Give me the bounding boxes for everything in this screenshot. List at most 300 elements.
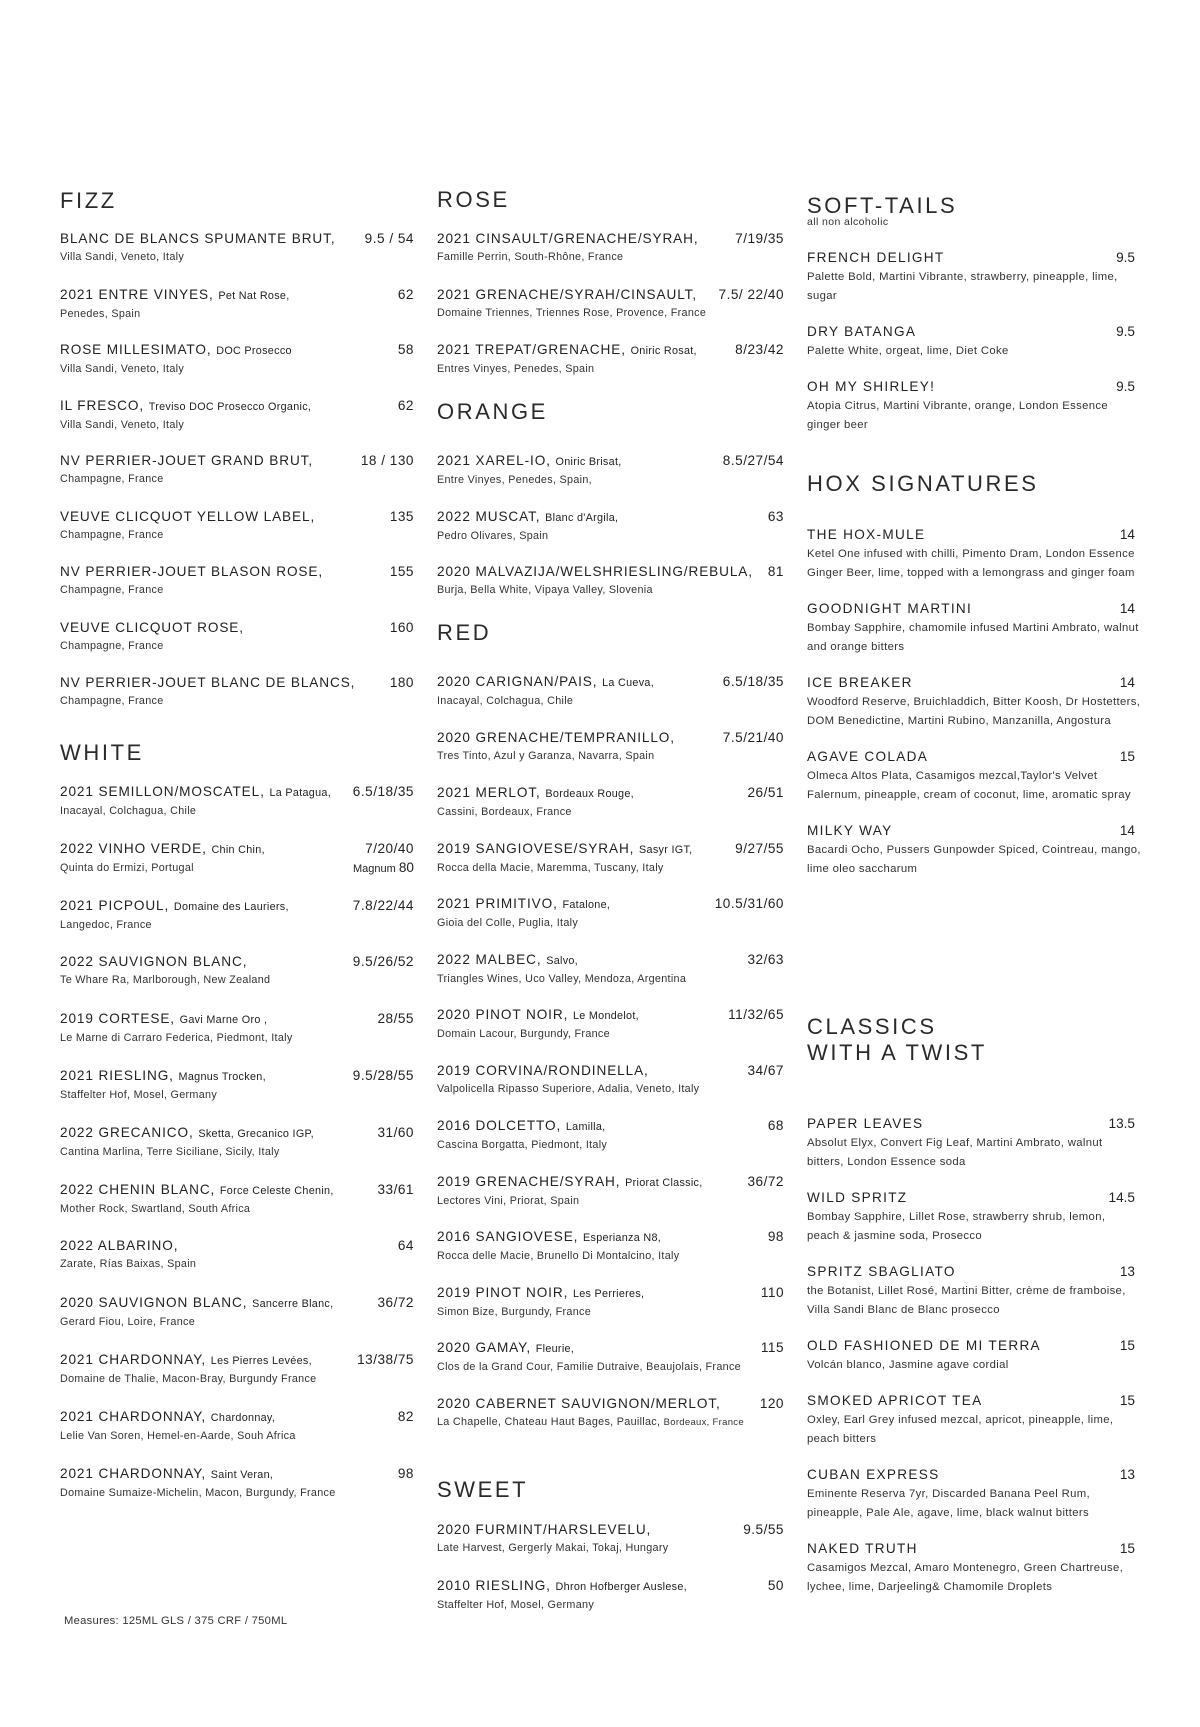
wine-item: [60, 508, 414, 564]
cocktail-item: [807, 1539, 1147, 1597]
wine-origin: [437, 1303, 784, 1322]
wine-name: 2021 RIESLING,: [60, 1067, 174, 1083]
wine-name-line: [437, 230, 784, 248]
wine-name-line: [60, 286, 414, 305]
cocktail-price: 9.5: [1116, 324, 1135, 339]
wine-origin-text: Triangles Wines, Uco Valley, Mendoza, Argentina: [437, 972, 687, 985]
cocktail-description: Casamigos Mezcal, Amaro Montenegro, Green Chartreuse, lychee, lime, Darjeeling& Chamomile Droplets: [807, 1562, 1124, 1593]
wine-item: [437, 951, 784, 1007]
wine-name-line: [60, 1237, 414, 1255]
wine-origin: [437, 360, 784, 379]
wine-price: 9.5/55: [743, 1522, 784, 1537]
wine-price: 63: [767, 508, 784, 524]
wine-name-line: [437, 1117, 784, 1136]
wine-name: 2021 ENTRE VINYES,: [60, 286, 214, 302]
wine-price: 7.8/22/44: [352, 897, 414, 913]
wine-price: 62: [397, 397, 414, 413]
wine-name: NV PERRIER-JOUET BLASON ROSE,: [60, 564, 324, 579]
wine-item: [437, 1395, 784, 1451]
wine-name: 2020 CABERNET SAUVIGNON/MERLOT,: [437, 1395, 721, 1411]
section-red: [437, 620, 784, 1428]
cocktail-price: 9.5: [1116, 379, 1135, 394]
wine-name: 2022 MUSCAT,: [437, 508, 541, 524]
wine-origin-text: Tres Tinto, Azul y Garanza, Navarra, Spain: [437, 749, 655, 762]
wine-item: [60, 452, 414, 508]
measures-note: Measures: 125ML GLS / 375 CRF / 750ML: [64, 1615, 288, 1627]
wine-item: [60, 1465, 414, 1522]
wine-detail: Chardonnay,: [210, 1411, 276, 1424]
wine-price: 120: [759, 1395, 784, 1411]
wine-item: [437, 1521, 784, 1577]
section-title: ORANGE: [437, 399, 548, 424]
wine-price: 62: [397, 286, 414, 302]
wine-detail: Bordeaux Rouge,: [545, 788, 634, 800]
wine-origin: [60, 637, 414, 656]
cocktail-description: Palette Bold, Martini Vibrante, strawberry, pineapple, lime, sugar: [807, 271, 1118, 302]
wine-origin-text: Cascina Borgatta, Piedmont, Italy: [437, 1139, 608, 1151]
wine-origin-text: Domaine Triennes, Triennes Rose, Provence, France: [437, 306, 707, 319]
wine-item: [60, 783, 414, 840]
wine-price: 110: [760, 1284, 784, 1300]
magnum-value: 80: [398, 859, 414, 875]
cocktail-description: Atopia Citrus, Martini Vibrante, orange, London Essence ginger beer: [807, 400, 1108, 431]
wine-item: [437, 784, 784, 840]
wine-name: 2021 TREPAT/GRENACHE,: [437, 342, 626, 357]
wine-item: [60, 1237, 414, 1294]
wine-price: 28/55: [377, 1011, 414, 1027]
cocktail-item: [807, 1391, 1147, 1449]
wine-name: 2020 SAUVIGNON BLANC,: [60, 1295, 248, 1311]
wine-name: 2021 XAREL-IO,: [437, 453, 551, 468]
wine-item: [437, 840, 784, 896]
wine-origin-text: Inacayal, Colchagua, Chile: [60, 805, 197, 817]
wine-item: [437, 1117, 784, 1173]
wine-name-line: [60, 341, 414, 360]
wine-name-line: [437, 508, 784, 527]
wine-name-line: [437, 563, 784, 581]
section-hox-signatures: [807, 471, 1147, 875]
section-rose: [437, 187, 784, 375]
wine-name: 2021 PICPOUL,: [60, 897, 170, 913]
wine-name-line: [437, 784, 784, 803]
cocktail-item: [807, 525, 1147, 583]
wine-price: 82: [397, 1408, 414, 1424]
wine-origin-text: Inacayal, Colchagua, Chile: [437, 695, 574, 707]
wine-origin-text: La Chapelle, Chateau Haut Bages, Pauillac,: [437, 1415, 661, 1428]
wine-name: 2020 GRENACHE/TEMPRANILLO,: [437, 729, 675, 745]
wine-detail: Les Perrieres,: [572, 1287, 645, 1300]
wine-name: 2016 DOLCETTO,: [437, 1118, 562, 1133]
wine-item: [437, 286, 784, 342]
wine-item: [437, 1284, 784, 1340]
wine-price: 7/20/40: [365, 840, 414, 856]
wine-price: 9.5/28/55: [352, 1067, 414, 1083]
cocktail-price: 14: [1119, 823, 1135, 838]
wine-price: 6.5/18/35: [722, 674, 784, 689]
wine-origin: [437, 581, 784, 600]
wine-detail: Sancerre Blanc,: [252, 1298, 334, 1311]
wine-origin-text: Lectores Vini, Priorat, Spain: [437, 1194, 580, 1207]
wine-origin: [60, 1484, 414, 1503]
wine-origin: [60, 916, 414, 935]
cocktail-description: Ketel One infused with chilli, Pimento Dram, London Essence Ginger Beer, lime, topped with a lemongrass and ginger foam: [807, 548, 1135, 579]
cocktail-item: [807, 747, 1147, 805]
wine-item: [437, 230, 784, 286]
wine-origin-text: Domaine de Thalie, Macon-Bray, Burgundy France: [60, 1372, 317, 1385]
wine-item: [60, 1067, 414, 1124]
wine-price: 9.5/26/52: [352, 954, 414, 970]
wine-origin: [60, 1029, 414, 1048]
wine-origin-text: Staffelter Hof, Mosel, Germany: [60, 1088, 218, 1101]
wine-origin: [60, 1200, 414, 1219]
wine-origin-text: Cassini, Bordeaux, France: [437, 806, 572, 818]
wine-name: NV PERRIER-JOUET BLANC DE BLANCS,: [60, 675, 356, 690]
wine-detail: Sketta, Grecanico IGP,: [198, 1127, 314, 1140]
wine-name-line: [60, 1465, 414, 1484]
wine-name-line: [437, 1521, 784, 1539]
wine-item: [437, 508, 784, 564]
wine-price: 58: [397, 342, 414, 357]
section-title: SOFT-TAILS: [807, 193, 958, 218]
wine-origin: [437, 1247, 784, 1266]
wine-item: [60, 1124, 414, 1181]
wine-origin: [60, 1313, 414, 1332]
wine-name: 2021 CINSAULT/GRENACHE/SYRAH,: [437, 231, 699, 246]
wine-item: [60, 1294, 414, 1351]
section-subtitle: all non alcoholic: [807, 216, 889, 228]
wine-detail: DOC Prosecco: [216, 345, 292, 357]
cocktail-name: FRENCH DELIGHT: [807, 250, 945, 265]
wine-origin-text: Gioia del Colle, Puglia, Italy: [437, 917, 579, 929]
wine-origin-text: Famille Perrin, South-Rhône, France: [437, 251, 624, 263]
wine-name: NV PERRIER-JOUET GRAND BRUT,: [60, 453, 314, 468]
wine-item: [437, 1173, 784, 1229]
wine-origin-text: Rocca delle Macie, Brunello Di Montalcino, Italy: [437, 1250, 680, 1262]
wine-name: 2020 CARIGNAN/PAIS,: [437, 674, 598, 689]
wine-detail: Domaine des Lauriers,: [173, 900, 289, 913]
wine-price: 81: [767, 564, 784, 579]
wine-item: [437, 729, 784, 785]
wine-name: 2022 ALBARINO,: [60, 1238, 179, 1254]
wine-price: 8.5/27/54: [722, 453, 784, 468]
wine-origin: [60, 692, 414, 711]
wine-price: 64: [397, 1238, 414, 1254]
wine-price: 160: [389, 619, 414, 635]
wine-price: 180: [389, 675, 414, 690]
wine-name: 2016 SANGIOVESE,: [437, 1229, 579, 1244]
magnum-label: Magnum: [353, 862, 396, 875]
wine-origin: [437, 914, 784, 933]
wine-name: 2022 SAUVIGNON BLANC,: [60, 954, 248, 970]
wine-name-line: [437, 951, 784, 970]
cocktail-item: [807, 673, 1147, 731]
section-title: CLASSICS WITH A TWIST: [807, 1014, 987, 1065]
cocktail-item: [807, 1336, 1147, 1375]
wine-origin: [437, 747, 784, 766]
wine-origin-text: Cantina Marlina, Terre Siciliane, Sicily, Italy: [60, 1145, 280, 1158]
wine-origin: [60, 971, 414, 990]
wine-detail: Salvo,: [546, 954, 578, 967]
wine-origin-text: Lelie Van Soren, Hemel-en-Aarde, Souh Africa: [60, 1429, 296, 1442]
wine-detail: Fleurie,: [535, 1343, 575, 1355]
wine-price: 26/51: [747, 785, 784, 800]
wine-name: IL FRESCO,: [60, 397, 145, 413]
wine-origin: [60, 1370, 414, 1389]
cocktail-price: 15: [1119, 1338, 1135, 1353]
cocktail-name: GOODNIGHT MARTINI: [807, 601, 973, 616]
wine-origin-text: Gerard Fiou, Loire, France: [60, 1316, 196, 1329]
wine-price: 98: [767, 1229, 784, 1244]
cocktail-name: ICE BREAKER: [807, 675, 913, 690]
wine-name-line: [60, 674, 414, 692]
wine-name: 2019 CORTESE,: [60, 1011, 175, 1027]
section-title: WHITE: [60, 740, 144, 765]
cocktail-item: [807, 1262, 1147, 1320]
wine-name: VEUVE CLICQUOT ROSE,: [60, 619, 244, 635]
section-title: HOX SIGNATURES: [807, 471, 1039, 496]
wine-detail: Chin Chin,: [211, 843, 265, 856]
cocktail-description: Oxley, Earl Grey infused mezcal, apricot, pineapple, lime, peach bitters: [807, 1414, 1114, 1445]
wine-origin-text: Champagne, France: [60, 473, 164, 485]
cocktail-price: 14: [1119, 601, 1135, 616]
cocktail-item: [807, 377, 1147, 435]
wine-origin: [437, 692, 784, 711]
wine-item: [60, 840, 414, 897]
wine-price: 11/32/65: [728, 1007, 784, 1022]
section-sweet: [437, 1477, 784, 1611]
wine-origin: [60, 248, 414, 267]
wine-origin-text: Te Whare Ra, Marlborough, New Zealand: [60, 974, 271, 987]
wine-item: [437, 673, 784, 729]
wine-item: [437, 1228, 784, 1284]
wine-price: 10.5/31/60: [714, 896, 784, 911]
wine-name: 2019 PINOT NOIR,: [437, 1284, 569, 1300]
wine-item: [437, 1006, 784, 1062]
wine-origin: [437, 803, 784, 822]
wine-name-line: [60, 1181, 414, 1200]
wine-name-line: [437, 1577, 784, 1596]
cocktail-description: Woodford Reserve, Bruichladdich, Bitter Koosh, Dr Hostetters, DOM Benedictine, Martini Rubino, Manzanilla, Angostura: [807, 696, 1141, 727]
wine-name: BLANC DE BLANCS SPUMANTE BRUT,: [60, 231, 336, 246]
cocktail-item: [807, 248, 1147, 306]
wine-name: 2021 PRIMITIVO,: [437, 896, 558, 911]
wine-price: 115: [760, 1340, 784, 1355]
wine-name-line: [60, 840, 414, 859]
cocktail-price: 14.5: [1108, 1190, 1135, 1205]
wine-name: 2021 CHARDONNAY,: [60, 1465, 207, 1481]
wine-price: 36/72: [747, 1173, 784, 1189]
cocktail-price: 15: [1119, 749, 1135, 764]
wine-name: 2020 GAMAY,: [437, 1340, 532, 1355]
section-title: ROSE: [437, 187, 510, 212]
wine-price: 31/60: [377, 1124, 414, 1140]
cocktail-name: WILD SPRITZ: [807, 1190, 908, 1205]
wine-origin-text: Villa Sandi, Veneto, Italy: [60, 363, 185, 375]
wine-name: 2022 CHENIN BLANC,: [60, 1181, 216, 1197]
wine-origin: [437, 1136, 784, 1155]
cocktail-name: SPRITZ SBAGLIATO: [807, 1264, 956, 1279]
wine-price: 135: [389, 508, 414, 524]
wine-item: [60, 1351, 414, 1408]
wine-name: 2019 GRENACHE/SYRAH,: [437, 1173, 621, 1189]
cocktail-price: 14: [1119, 675, 1135, 690]
wine-detail: La Patagua,: [269, 787, 332, 799]
section-classics: [807, 1014, 1147, 1593]
wine-price: 6.5/18/35: [352, 784, 414, 799]
wine-name-line: [60, 1408, 414, 1427]
wine-item: [60, 953, 414, 1010]
wine-detail: Treviso DOC Prosecco Organic,: [148, 400, 312, 413]
cocktail-description: Absolut Elyx, Convert Fig Leaf, Martini Ambrato, walnut bitters, London Essence soda: [807, 1137, 1103, 1168]
cocktail-name: THE HOX-MULE: [807, 527, 926, 542]
wine-name: 2010 RIESLING,: [437, 1577, 551, 1593]
wine-origin: [437, 970, 784, 989]
wine-price: 9.5 / 54: [364, 231, 414, 246]
wine-origin-text: Entre Vinyes, Penedes, Spain,: [437, 474, 592, 486]
wine-name: 2022 MALBEC,: [437, 951, 542, 967]
wine-origin-text: Rocca della Macie, Maremma, Tuscany, Italy: [437, 861, 664, 874]
wine-name: 2021 MERLOT,: [437, 785, 541, 800]
wine-origin: [60, 1255, 414, 1274]
wine-detail: Force Celeste Chenin,: [219, 1184, 334, 1197]
wine-name: 2020 PINOT NOIR,: [437, 1007, 569, 1022]
wine-detail: Les Pierres Levées,: [210, 1354, 312, 1367]
cocktail-name: AGAVE COLADA: [807, 749, 929, 764]
cocktail-item: [807, 322, 1147, 361]
wine-origin-small: Bordeaux, France: [663, 1416, 744, 1428]
cocktail-description: Volcán blanco, Jasmine agave cordial: [807, 1359, 1009, 1371]
wine-name: 2019 SANGIOVESE/SYRAH,: [437, 840, 635, 856]
wine-price: 7/19/35: [735, 231, 784, 246]
wine-name-line: [60, 1294, 414, 1313]
wine-price: 50: [767, 1577, 784, 1593]
wine-name-line: [437, 341, 784, 360]
wine-price: 33/61: [377, 1181, 414, 1197]
wine-name: 2020 MALVAZIJA/WELSHRIESLING/REBULA,: [437, 564, 753, 579]
wine-origin: [437, 1539, 784, 1558]
cocktail-description: Bacardi Ocho, Pussers Gunpowder Spiced, Cointreau, mango, lime oleo saccharum: [807, 844, 1141, 875]
wine-item: [437, 895, 784, 951]
wine-origin-text: Langedoc, France: [60, 918, 152, 931]
wine-price: 7.5/21/40: [722, 729, 784, 745]
wine-origin-text: Le Marne di Carraro Federica, Piedmont, Italy: [60, 1032, 293, 1045]
wine-origin: [60, 1427, 414, 1446]
wine-origin-text: Mother Rock, Swartland, South Africa: [60, 1202, 251, 1215]
wine-origin-text: Domain Lacour, Burgundy, France: [437, 1028, 610, 1040]
wine-detail: Le Mondelot,: [572, 1010, 639, 1022]
wine-item: [60, 563, 414, 619]
section-fizz: [60, 188, 414, 707]
section-title: SWEET: [437, 1477, 529, 1502]
wine-detail: Magnus Trocken,: [178, 1070, 266, 1083]
cocktail-name: NAKED TRUTH: [807, 1541, 918, 1556]
wine-origin-text: Simon Bize, Burgundy, France: [437, 1305, 592, 1318]
cocktail-description: Palette White, orgeat, lime, Diet Coke: [807, 345, 1009, 357]
cocktail-item: [807, 599, 1147, 657]
section-title: RED: [437, 620, 492, 645]
cocktail-item: [807, 821, 1147, 879]
wine-origin-text: Burja, Bella White, Vipaya Valley, Slovenia: [437, 584, 653, 596]
cocktail-name: PAPER LEAVES: [807, 1116, 924, 1131]
cocktail-price: 9.5: [1116, 250, 1135, 265]
wine-origin: [60, 581, 414, 600]
wine-origin: [437, 248, 784, 267]
cocktail-name: OLD FASHIONED DE MI TERRA: [807, 1338, 1041, 1353]
wine-item: [60, 286, 414, 342]
cocktail-price: 13.5: [1108, 1116, 1135, 1131]
wine-origin-text: Champagne, France: [60, 639, 164, 652]
wine-origin: [60, 526, 414, 545]
section-soft-tails: [807, 193, 1147, 431]
wine-origin-text: Clos de la Grand Cour, Familie Dutraive, Beaujolais, France: [437, 1361, 741, 1373]
cocktail-item: [807, 1188, 1147, 1246]
cocktail-description: Olmeca Altos Plata, Casamigos mezcal,Taylor's Velvet Falernum, pineapple, cream of coconut, lime, aromatic spray: [807, 770, 1131, 801]
cocktail-name: OH MY SHIRLEY!: [807, 379, 936, 394]
wine-name: 2021 GRENACHE/SYRAH/CINSAULT,: [437, 286, 698, 302]
wine-detail: Oniric Brisat,: [555, 456, 622, 468]
wine-origin-text: Champagne, France: [60, 695, 164, 707]
wine-item: [437, 1062, 784, 1118]
section-white: [60, 740, 414, 1499]
wine-detail: Lamilla,: [565, 1121, 606, 1133]
wine-name: 2021 CHARDONNAY,: [60, 1351, 207, 1367]
wine-name-line: [60, 230, 414, 248]
wine-origin-text: Entres Vinyes, Penedes, Spain: [437, 363, 595, 375]
wine-name: 2022 VINHO VERDE,: [60, 840, 207, 856]
cocktail-name: MILKY WAY: [807, 823, 893, 838]
wine-detail: Fatalone,: [562, 899, 611, 911]
wine-item: [437, 341, 784, 397]
wine-origin: [60, 305, 414, 324]
wine-price: 9/27/55: [735, 840, 784, 856]
wine-origin: [60, 470, 414, 489]
wine-name-line: [60, 1010, 414, 1029]
wine-name-line: [437, 1173, 784, 1192]
wine-detail: Blanc d'Argila,: [545, 511, 619, 524]
wine-origin-text: Villa Sandi, Veneto, Italy: [60, 251, 185, 263]
wine-item: [60, 1181, 414, 1238]
wine-detail: Saint Veran,: [210, 1468, 274, 1481]
wine-item: [60, 1010, 414, 1067]
wine-name-line: [437, 840, 784, 859]
wine-item: [60, 1408, 414, 1465]
wine-item: [437, 1339, 784, 1395]
cocktail-price: 15: [1119, 1541, 1135, 1556]
wine-detail: Sasyr IGT,: [639, 843, 693, 856]
wine-origin-text: Penedes, Spain: [60, 307, 141, 320]
cocktail-item: [807, 1114, 1147, 1172]
wine-name-line: [437, 1339, 784, 1358]
wine-price: 7.5/ 22/40: [718, 286, 784, 302]
wine-name: VEUVE CLICQUOT YELLOW LABEL,: [60, 508, 316, 524]
wine-origin-text: Champagne, France: [60, 528, 164, 541]
wine-origin-text: Zarate, Rías Baixas, Spain: [60, 1258, 197, 1271]
wine-origin: [437, 1413, 784, 1432]
wine-name-line: [437, 1062, 784, 1080]
wine-price: 8/23/42: [735, 342, 784, 357]
wine-price: 68: [767, 1118, 784, 1133]
cocktail-name: DRY BATANGA: [807, 324, 917, 339]
wine-origin-text: Pedro Olivares, Spain: [437, 529, 549, 542]
wine-origin: [437, 527, 784, 546]
wine-origin: [437, 471, 784, 490]
wine-item: [60, 897, 414, 954]
wine-detail: Dhron Hofberger Auslese,: [555, 1580, 687, 1593]
wine-origin: [437, 1025, 784, 1044]
wine-origin-text: Quinta do Ermizi, Portugal: [60, 861, 194, 874]
wine-item: [437, 452, 784, 508]
wine-price: 18 / 130: [360, 453, 414, 468]
